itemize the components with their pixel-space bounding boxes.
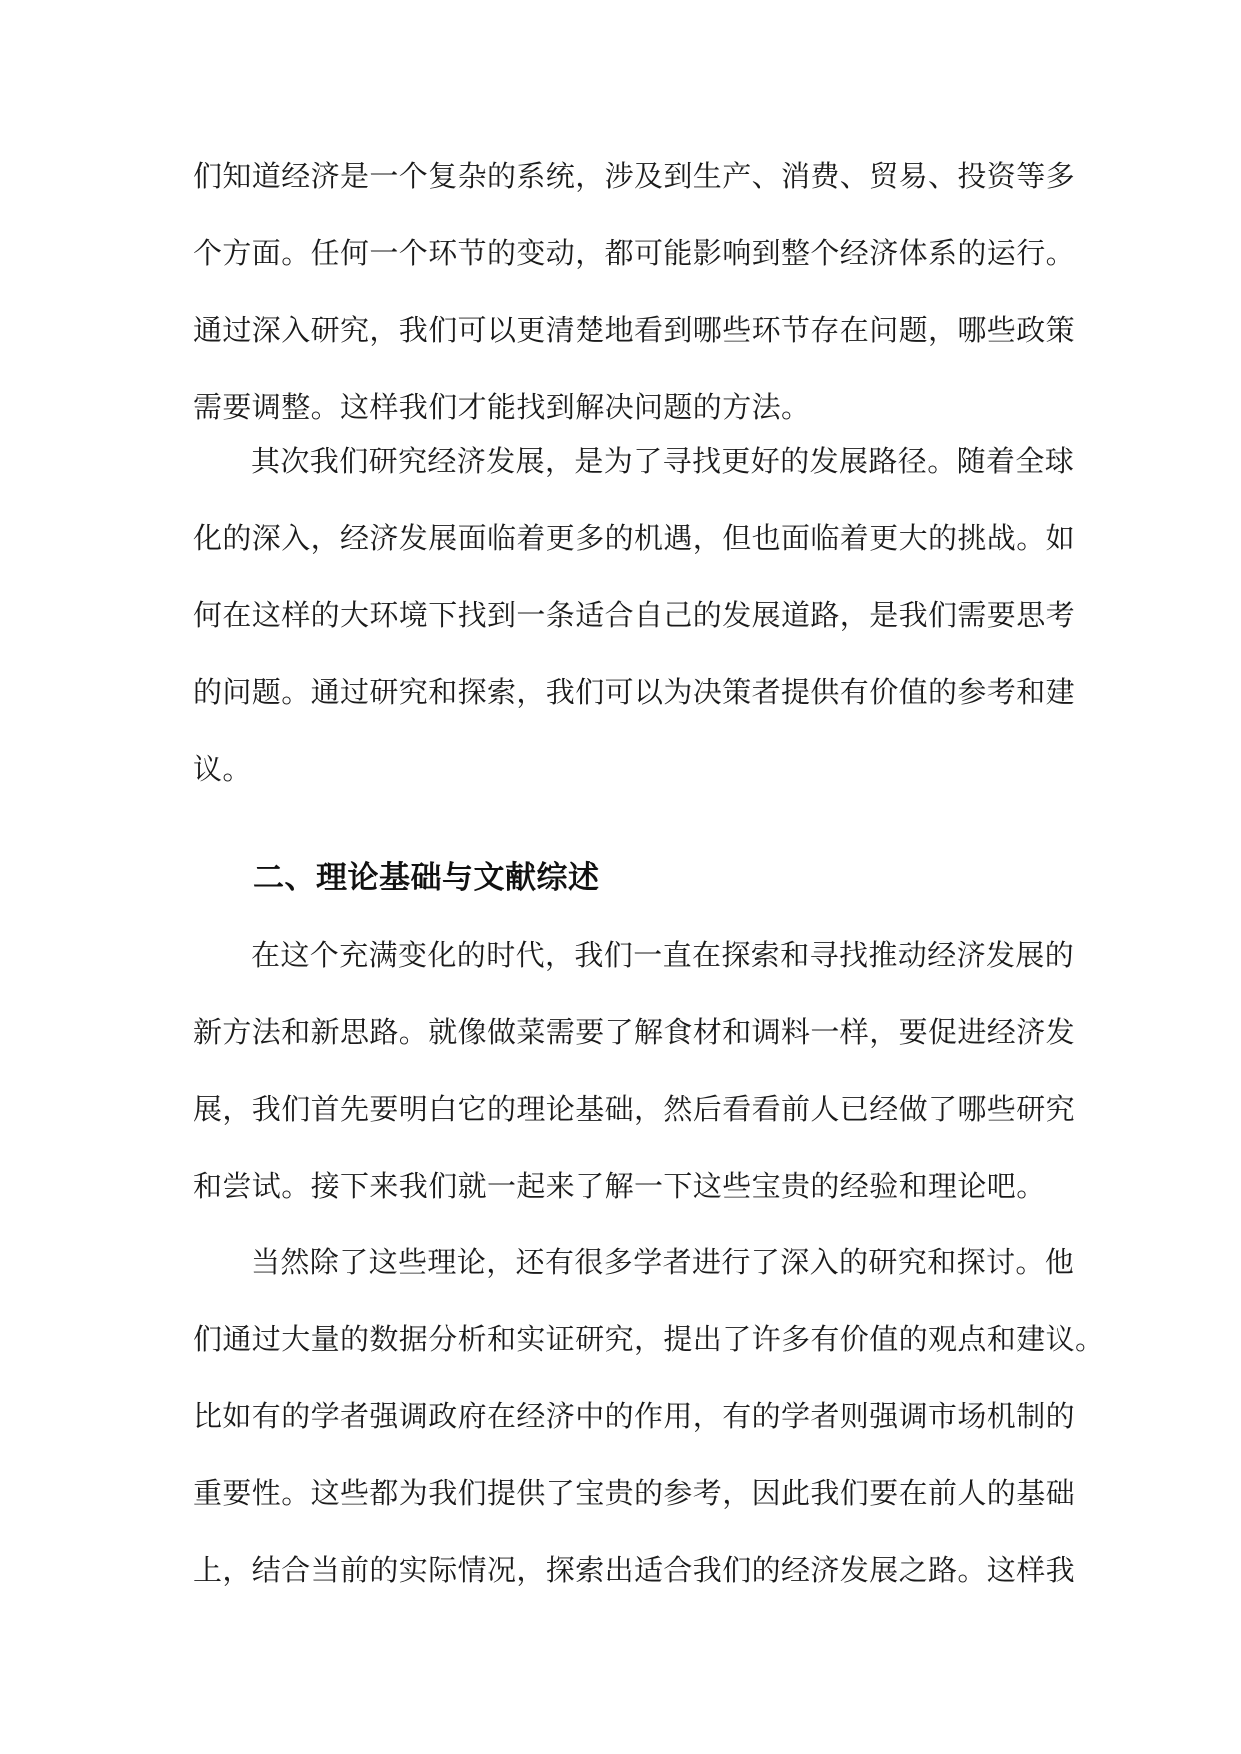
paragraph-1-line-2: 个方面。任何一个环节的变动，都可能影响到整个经济体系的运行。 — [193, 236, 1076, 270]
paragraph-2 — [193, 441, 1076, 789]
paragraph-2-line-3: 何在这样的大环境下找到一条适合自己的发展道路，是我们需要思考 — [193, 598, 1076, 632]
paragraph-2-line-2: 化的深入，经济发展面临着更多的机遇，但也面临着更大的挑战。如 — [193, 521, 1076, 555]
paragraph-1-line-1: 们知道经济是一个复杂的系统，涉及到生产、消费、贸易、投资等多 — [193, 159, 1076, 193]
paragraph-3-line-4: 和尝试。接下来我们就一起来了解一下这些宝贵的经验和理论吧。 — [193, 1169, 1046, 1203]
paragraph-2-line-1: 其次我们研究经济发展，是为了寻找更好的发展路径。随着全球 — [251, 444, 1075, 478]
paragraph-4-line-2: 们通过大量的数据分析和实证研究，提出了许多有价值的观点和建议。 — [193, 1322, 1105, 1356]
paragraph-3 — [193, 935, 1076, 1206]
paragraph-3-line-1: 在这个充满变化的时代，我们一直在探索和寻找推动经济发展的 — [251, 938, 1075, 972]
paragraph-4-line-3: 比如有的学者强调政府在经济中的作用，有的学者则强调市场机制的 — [193, 1399, 1076, 1433]
paragraph-4-line-1: 当然除了这些理论，还有很多学者进行了深入的研究和探讨。他 — [251, 1245, 1075, 1279]
paragraph-4-line-4: 重要性。这些都为我们提供了宝贵的参考，因此我们要在前人的基础 — [193, 1476, 1076, 1510]
paragraph-3-line-3: 展，我们首先要明白它的理论基础，然后看看前人已经做了哪些研究 — [193, 1092, 1076, 1126]
paragraph-4 — [193, 1242, 1105, 1590]
paragraph-1-line-3: 通过深入研究，我们可以更清楚地看到哪些环节存在问题，哪些政策 — [193, 313, 1076, 347]
paragraph-4-line-5: 上，结合当前的实际情况，探索出适合我们的经济发展之路。这样我 — [193, 1553, 1076, 1587]
paragraph-3-line-2: 新方法和新思路。就像做菜需要了解食材和调料一样，要促进经济发 — [193, 1015, 1076, 1049]
paragraph-2-line-5: 议。 — [193, 752, 252, 786]
paragraph-2-line-4: 的问题。通过研究和探索，我们可以为决策者提供有价值的参考和建 — [193, 675, 1076, 709]
section-heading: 二、理论基础与文献综述 — [253, 860, 600, 896]
paragraph-1-line-4: 需要调整。这样我们才能找到解决问题的方法。 — [193, 390, 811, 424]
paragraph-1 — [193, 156, 1076, 427]
